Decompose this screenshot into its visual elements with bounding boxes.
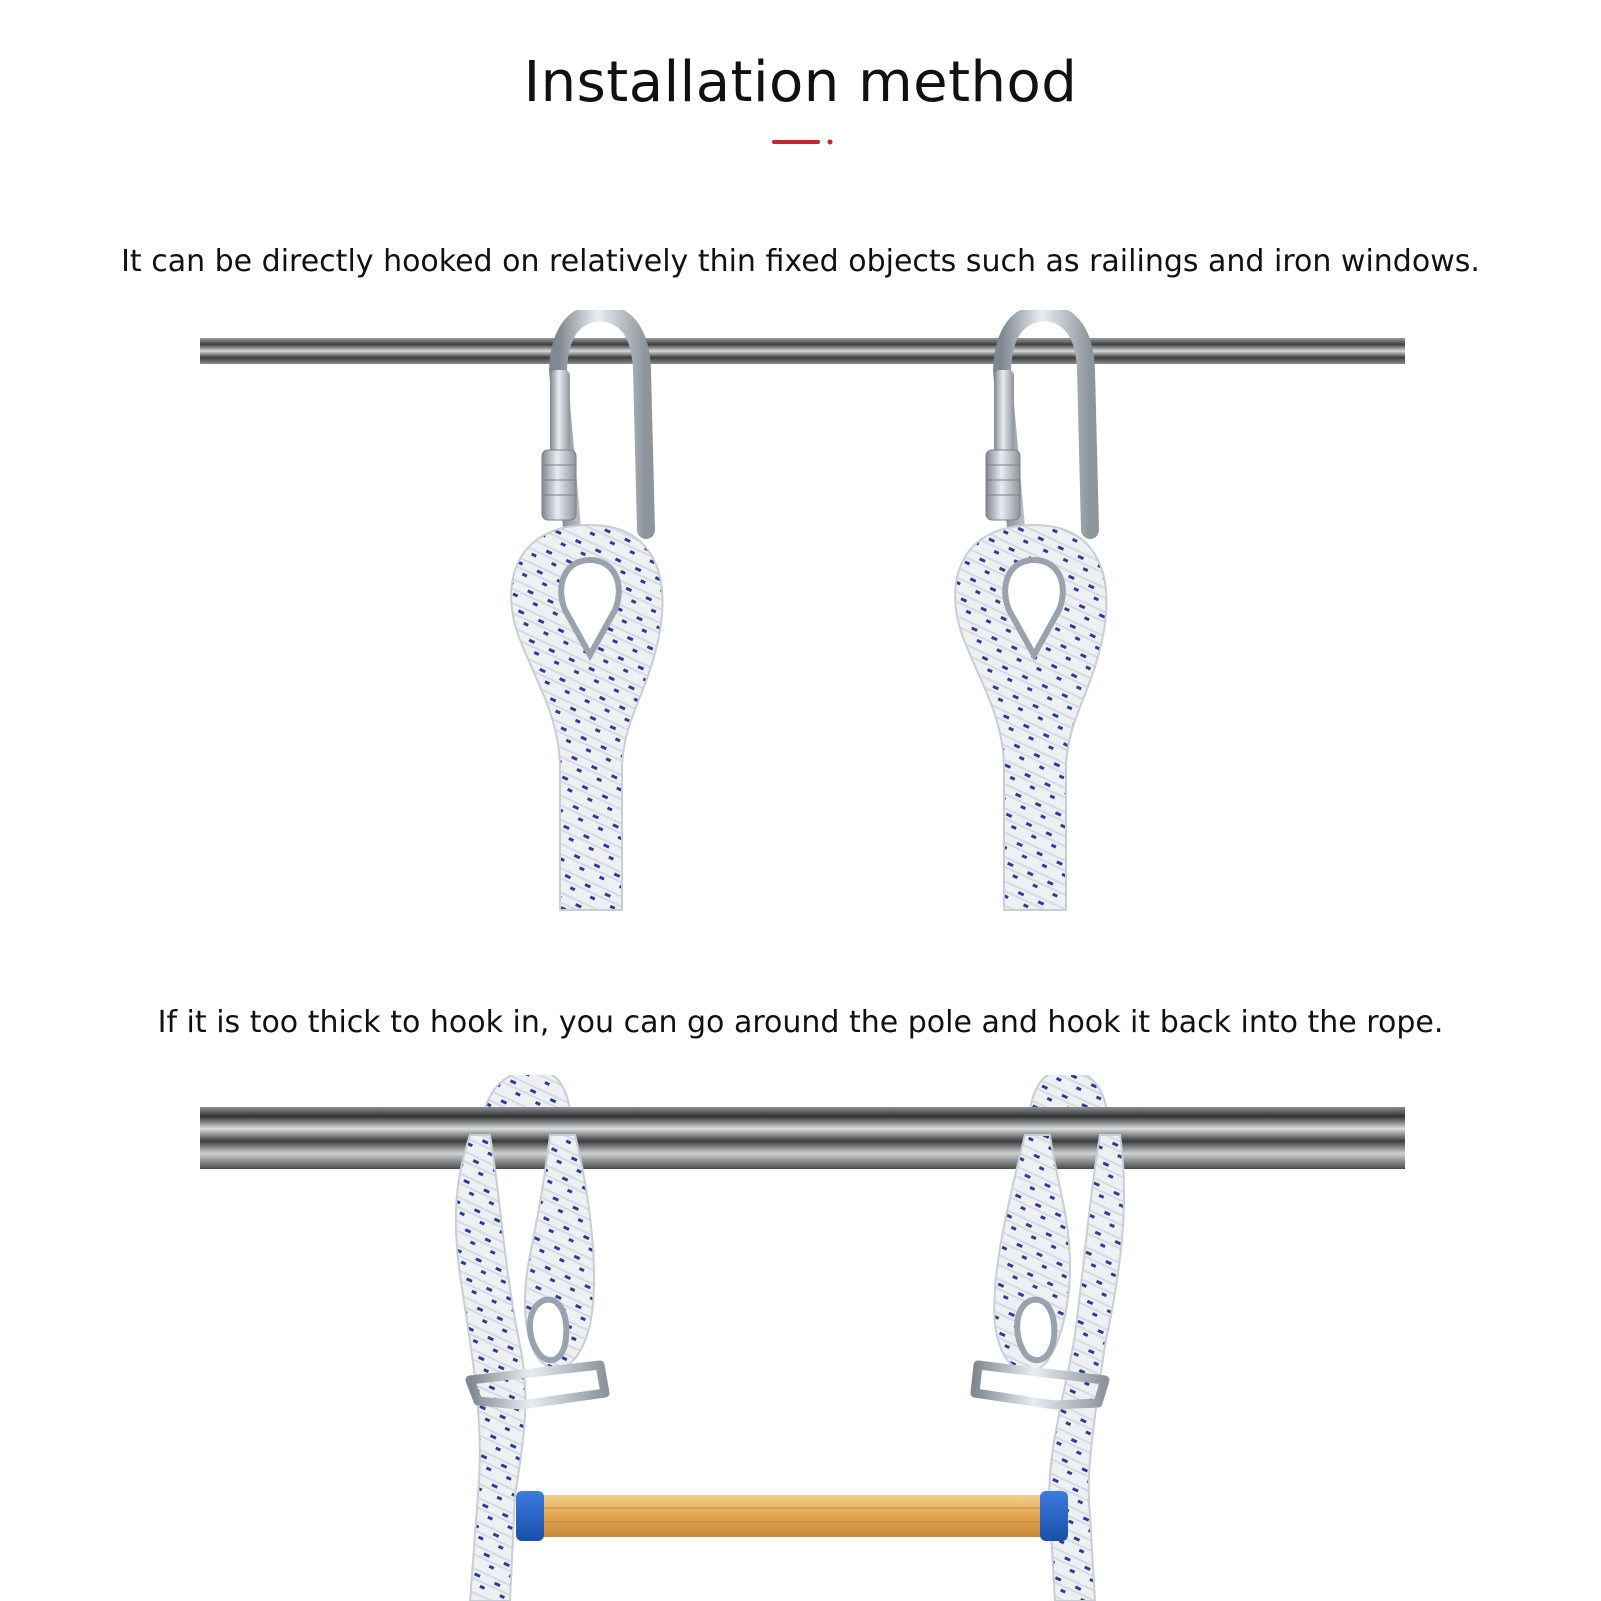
rung-cap-left: [516, 1491, 544, 1541]
thick-pole: [200, 1107, 1405, 1169]
caption-thin-objects: It can be directly hooked on relatively thin fixed objects such as railings and iron windows.: [121, 244, 1480, 279]
rung-cap-right: [1040, 1491, 1068, 1541]
page-title: Installation method: [523, 50, 1078, 115]
caption-thick-objects: If it is too thick to hook in, you can go around the pole and hook it back into the rope.: [157, 1005, 1444, 1040]
thin-rail: [200, 338, 1405, 364]
ladder-rung: [516, 1491, 1068, 1541]
right-rope-eye: [955, 525, 1106, 910]
thin-rail-illustration: [0, 310, 1601, 930]
thick-pole-illustration: [0, 1075, 1601, 1601]
title-underline-decoration: [772, 138, 836, 146]
left-rope-eye: [511, 525, 662, 910]
